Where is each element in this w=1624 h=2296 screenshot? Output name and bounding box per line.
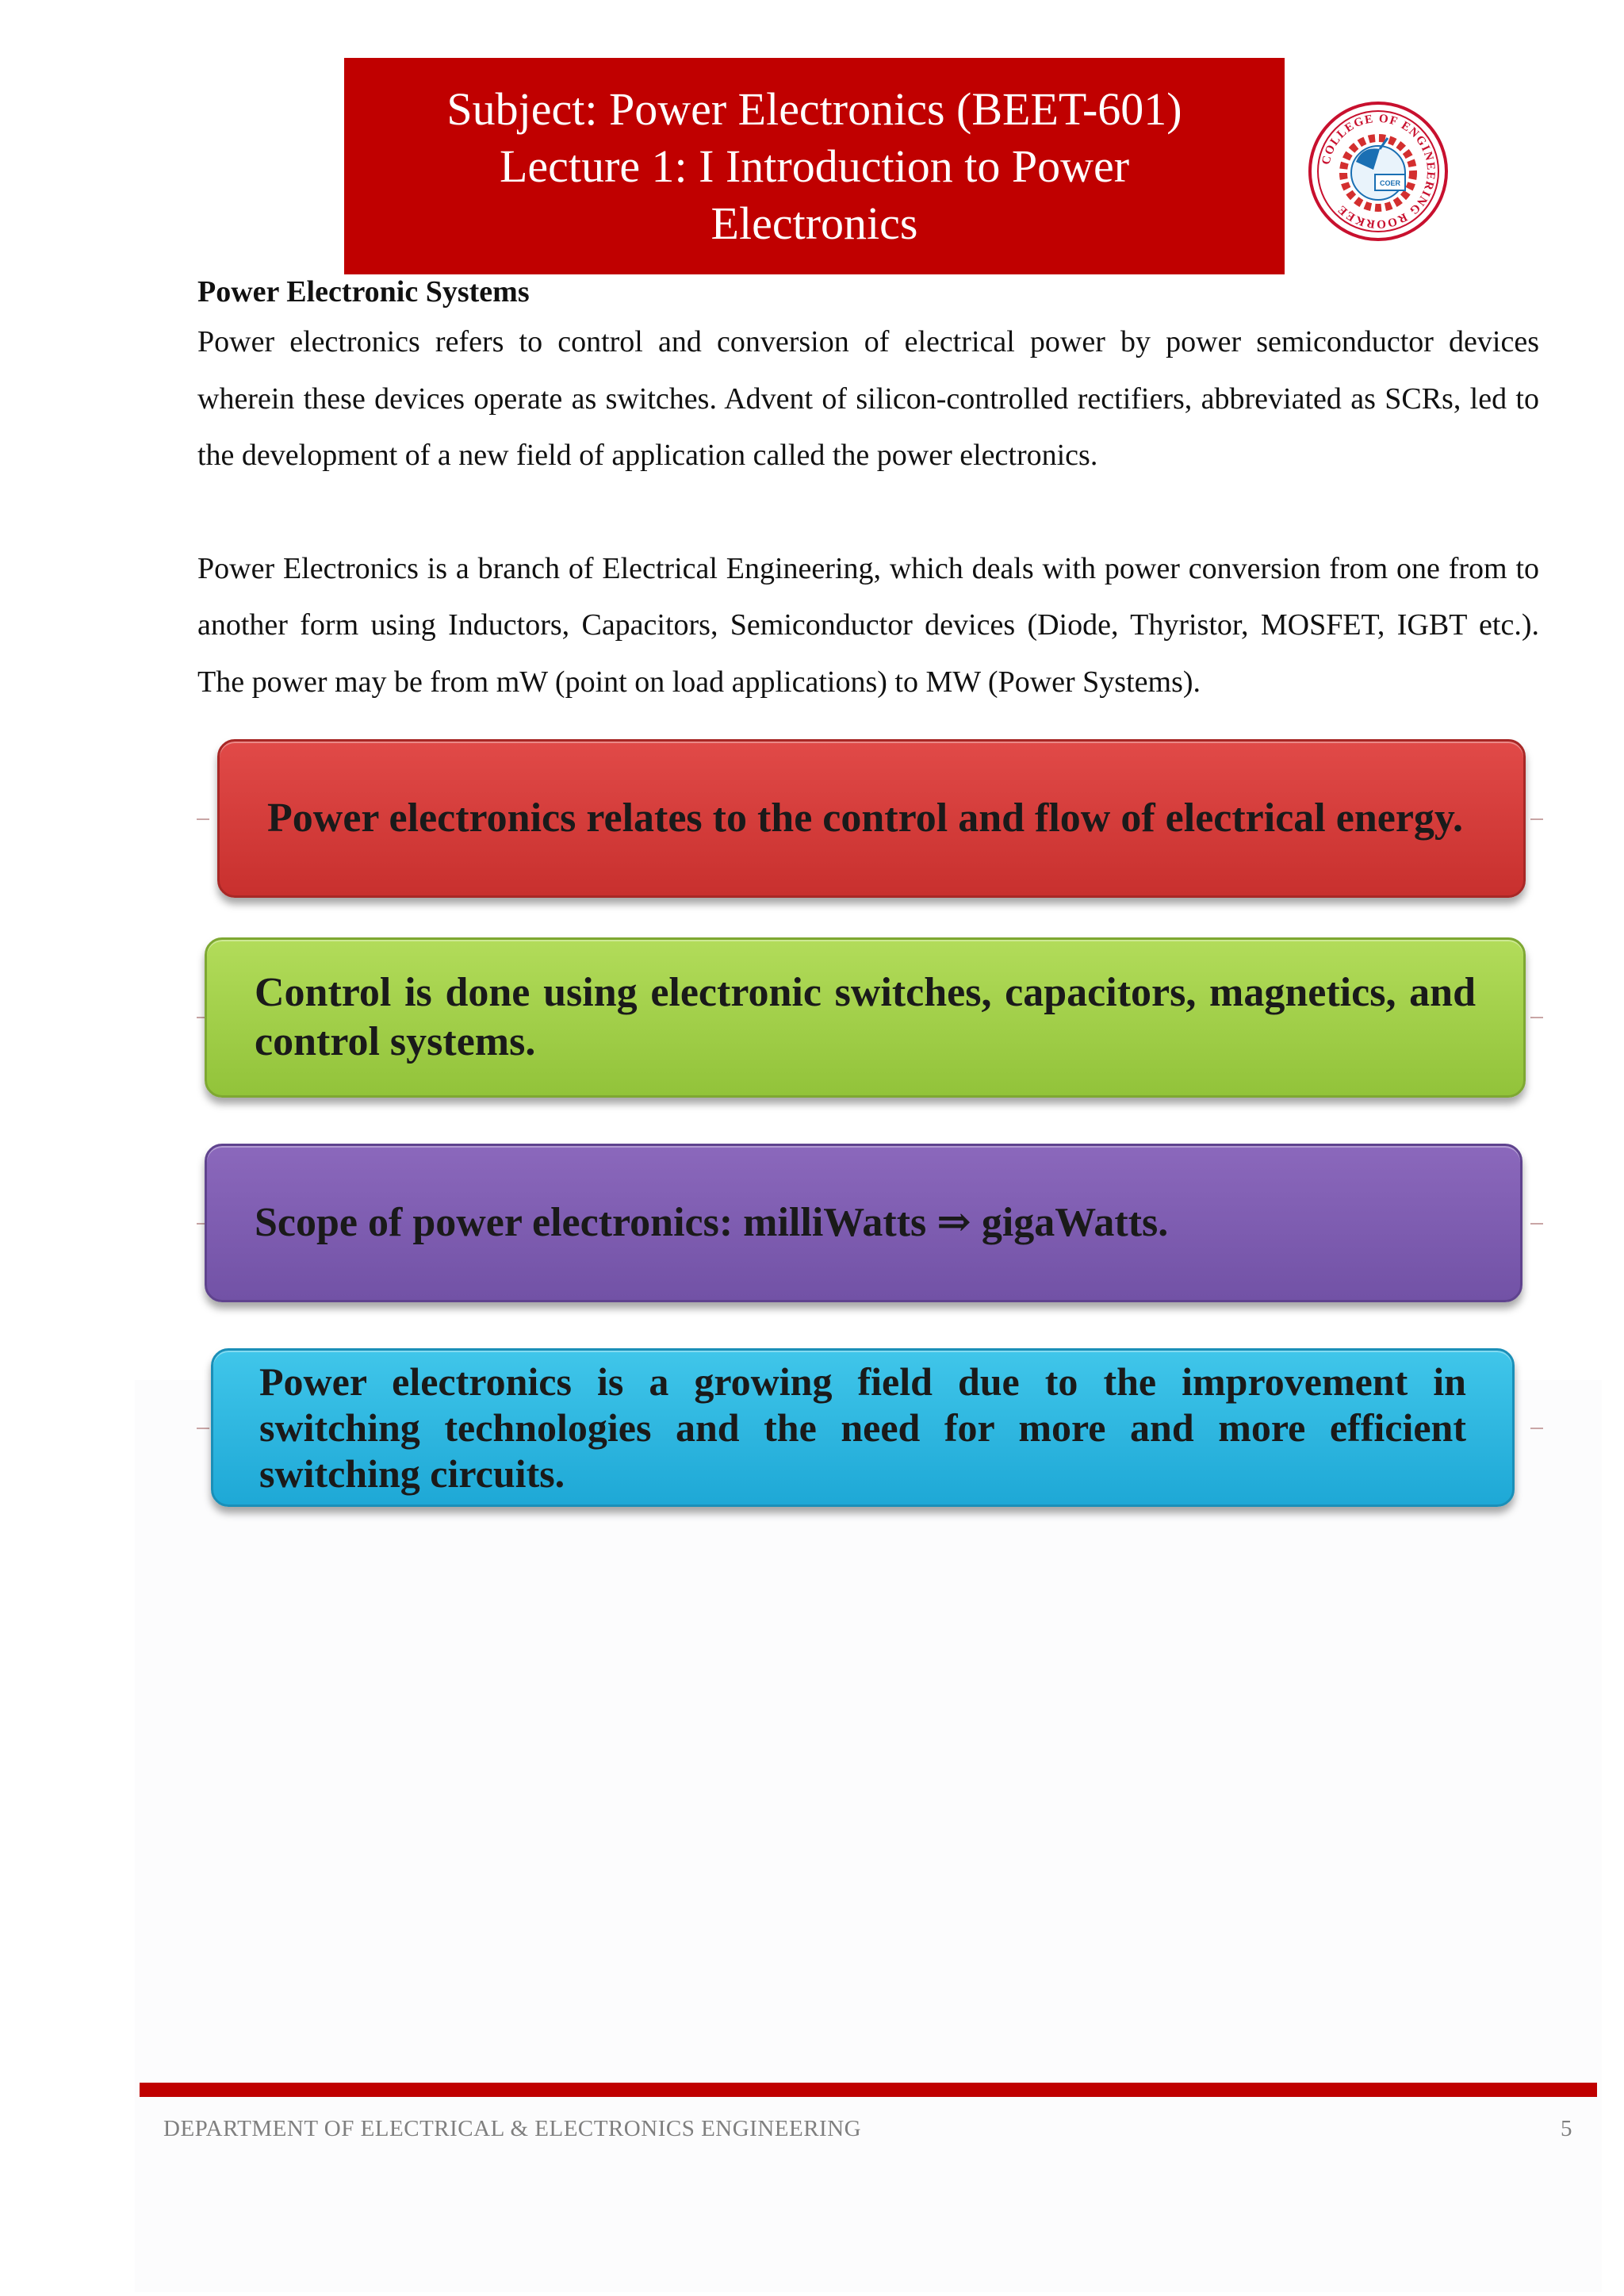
connector-tick — [1530, 1017, 1543, 1018]
paragraph-2: Power Electronics is a branch of Electrical Engineering, which deals with power conversion from one from to another form using Inductors, Capacitors, Semiconductor devices (Diode, Thyristor, MOSFET, IGBT etc.). The power may be from mW (point on load applications) to MW (Power Systems). — [197, 551, 1539, 699]
diagram-box-control — [205, 937, 1526, 1098]
footer-bar — [140, 2083, 1597, 2097]
diagram-box-energy — [217, 739, 1526, 898]
connector-tick — [1530, 818, 1543, 820]
diagram-box-text: Power electronics is a growing field due to the improvement in switching technologies and the need for more and more efficient switching circuits. — [259, 1359, 1466, 1496]
footer-department: DEPARTMENT OF ELECTRICAL & ELECTRONICS ENGINEERING — [163, 2116, 862, 2141]
connector-tick — [1530, 1428, 1543, 1429]
college-logo — [1307, 100, 1450, 243]
logo-ring-text: COLLEGE OF ENGINEERING ROORKEE — [1320, 112, 1438, 231]
diagram-box-growth — [211, 1348, 1515, 1507]
connector-tick — [197, 818, 209, 820]
connector-tick — [1530, 1223, 1543, 1225]
page-number: 5 — [1561, 2116, 1572, 2141]
header-topic: Electronics — [710, 197, 918, 249]
power-electronics-diagram — [190, 730, 1554, 1531]
diagram-box-text: Scope of power electronics: milliWatts ⇒ gigaWatts. — [255, 1200, 1169, 1245]
main-content — [197, 270, 1539, 711]
lecture-header — [344, 58, 1285, 274]
diagram-box-text: Power electronics relates to the control and flow of electrical energy. — [267, 795, 1464, 841]
section-title: Power Electronic Systems — [197, 275, 530, 309]
connector-tick — [197, 1428, 209, 1429]
diagram-box-scope — [205, 1144, 1522, 1302]
header-subject: Subject: Power Electronics (BEET-601) — [446, 82, 1182, 135]
paragraph-1: Power electronics refers to control and conversion of electrical power by power semiconductor devices wherein these devices operate as switches. Advent of silicon-controlled rectifiers, abbreviated as SCRs, led to the development of a new field of application called the power electronics. — [197, 325, 1539, 472]
logo-badge: COER — [1379, 179, 1401, 187]
diagram-box-text: Control is done using electronic switches, capacitors, magnetics, and control systems. — [255, 970, 1476, 1064]
header-lecture: Lecture 1: I Introduction to Power — [499, 140, 1130, 192]
